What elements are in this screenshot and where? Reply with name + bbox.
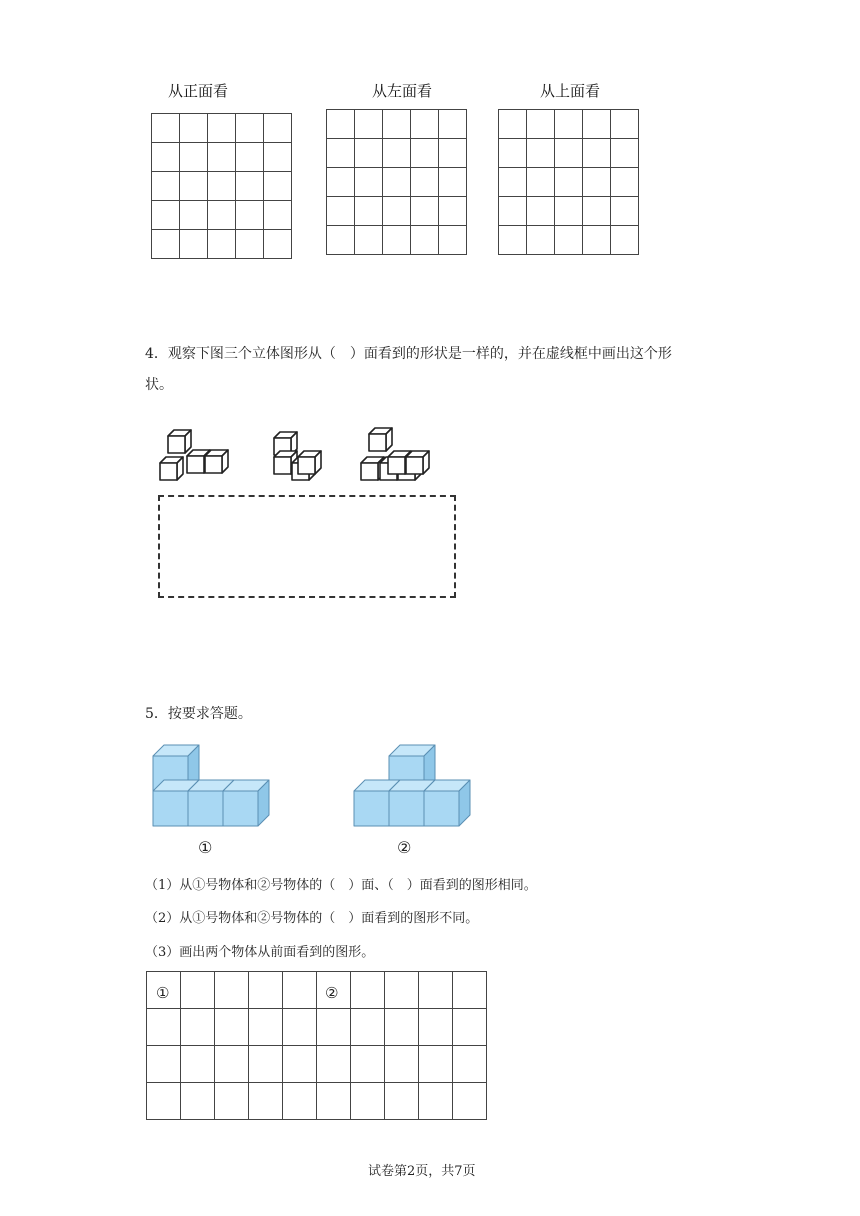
grid-cell[interactable]: [611, 139, 639, 168]
q5-answer-grid[interactable]: [146, 971, 487, 1120]
top-view-grid[interactable]: [498, 109, 639, 255]
grid-cell[interactable]: [236, 201, 264, 230]
grid-cell[interactable]: [181, 1046, 215, 1083]
grid-cell[interactable]: [439, 110, 467, 139]
grid-cell[interactable]: [208, 230, 236, 259]
grid-cell[interactable]: [383, 110, 411, 139]
grid-cell[interactable]: [439, 168, 467, 197]
figure-2-label: ②: [397, 838, 412, 857]
grid-cell[interactable]: [236, 114, 264, 143]
grid-cell[interactable]: [385, 1083, 419, 1120]
grid-cell[interactable]: [152, 230, 180, 259]
grid-cell[interactable]: [419, 1009, 453, 1046]
grid-cell[interactable]: [208, 172, 236, 201]
grid-cell[interactable]: [236, 230, 264, 259]
grid-cell[interactable]: [583, 110, 611, 139]
q4-text-line2: 状。: [145, 377, 173, 393]
grid-cell[interactable]: [439, 139, 467, 168]
grid-cell[interactable]: [411, 139, 439, 168]
grid-cell[interactable]: [264, 230, 292, 259]
grid-cell[interactable]: [411, 197, 439, 226]
grid-cell[interactable]: [355, 139, 383, 168]
grid-cell[interactable]: [453, 1009, 487, 1046]
grid-cell[interactable]: [180, 143, 208, 172]
grid-cell[interactable]: [355, 168, 383, 197]
grid-cell[interactable]: [583, 197, 611, 226]
grid-cell[interactable]: [283, 1083, 317, 1120]
grid-cell[interactable]: [383, 197, 411, 226]
grid-cell[interactable]: [527, 168, 555, 197]
grid-cell[interactable]: [208, 114, 236, 143]
grid-cell[interactable]: [327, 197, 355, 226]
grid-cell[interactable]: [327, 226, 355, 255]
q4-cube-figures: [150, 420, 450, 495]
grid-cell[interactable]: [439, 197, 467, 226]
grid-cell[interactable]: [327, 110, 355, 139]
q5-blue-cube-figures: [145, 740, 485, 835]
grid-cell[interactable]: [499, 139, 527, 168]
grid-cell[interactable]: [181, 1009, 215, 1046]
grid-cell[interactable]: [215, 1083, 249, 1120]
grid-cell[interactable]: [527, 197, 555, 226]
grid-cell[interactable]: [355, 197, 383, 226]
q5-sub3: （3）画出两个物体从前面看到的图形。: [145, 945, 375, 960]
grid-cell[interactable]: [583, 226, 611, 255]
grid-cell[interactable]: [215, 1009, 249, 1046]
grid-cell[interactable]: [385, 972, 419, 1009]
grid-cell[interactable]: [327, 168, 355, 197]
grid-cell[interactable]: [555, 110, 583, 139]
grid-cell[interactable]: [355, 226, 383, 255]
grid-cell[interactable]: [385, 1046, 419, 1083]
figure-1-label: ①: [198, 838, 213, 857]
grid-cell[interactable]: [419, 1046, 453, 1083]
grid-cell[interactable]: [249, 1009, 283, 1046]
grid-cell[interactable]: [583, 168, 611, 197]
grid-cell[interactable]: [283, 1046, 317, 1083]
grid-cell[interactable]: [264, 172, 292, 201]
grid-cell[interactable]: [611, 197, 639, 226]
grid-cell[interactable]: [385, 1009, 419, 1046]
grid-cell[interactable]: [499, 226, 527, 255]
grid-cell[interactable]: [249, 1046, 283, 1083]
grid-cell[interactable]: [611, 110, 639, 139]
grid-cell[interactable]: [555, 139, 583, 168]
blue-cube: [223, 780, 269, 826]
grid-cell[interactable]: [215, 1046, 249, 1083]
grid-cell[interactable]: [383, 226, 411, 255]
grid-cell[interactable]: [152, 172, 180, 201]
grid-cell[interactable]: [351, 1046, 385, 1083]
grid-label-2: ②: [325, 984, 339, 1002]
grid-cell[interactable]: [453, 972, 487, 1009]
grid-cell[interactable]: [351, 1083, 385, 1120]
grid-cell[interactable]: [180, 172, 208, 201]
view-label-left: 从左面看: [372, 82, 433, 100]
grid-cell[interactable]: [411, 226, 439, 255]
q4-drawing-box[interactable]: [158, 495, 456, 598]
view-label-front: 从正面看: [168, 82, 229, 100]
grid-cell[interactable]: [249, 972, 283, 1009]
grid-cell[interactable]: [283, 972, 317, 1009]
grid-cell[interactable]: [411, 168, 439, 197]
grid-cell[interactable]: [181, 1083, 215, 1120]
grid-cell[interactable]: [499, 168, 527, 197]
grid-cell[interactable]: [215, 972, 249, 1009]
grid-cell[interactable]: [555, 168, 583, 197]
grid-cell[interactable]: [208, 143, 236, 172]
grid-cell[interactable]: [208, 201, 236, 230]
grid-cell[interactable]: [236, 143, 264, 172]
grid-cell[interactable]: [264, 201, 292, 230]
q5-title: 5．按要求答题。: [145, 706, 252, 722]
cube: [406, 451, 429, 474]
grid-cell[interactable]: [180, 230, 208, 259]
view-label-top: 从上面看: [540, 82, 601, 100]
grid-cell[interactable]: [383, 168, 411, 197]
q5-sub1: （1）从①号物体和②号物体的（ ）面、（ ）面看到的图形相同。: [145, 878, 537, 893]
grid-cell[interactable]: [236, 172, 264, 201]
grid-cell[interactable]: [453, 1046, 487, 1083]
grid-cell[interactable]: [181, 972, 215, 1009]
grid-cell[interactable]: [499, 197, 527, 226]
q5-sub2: （2）从①号物体和②号物体的（ ）面看到的图形不同。: [145, 911, 479, 926]
grid-cell[interactable]: [317, 1046, 351, 1083]
grid-cell[interactable]: [147, 1083, 181, 1120]
grid-cell[interactable]: [351, 1009, 385, 1046]
grid-cell[interactable]: [439, 226, 467, 255]
grid-cell[interactable]: [180, 201, 208, 230]
grid-cell[interactable]: [317, 1083, 351, 1120]
grid-cell[interactable]: [555, 197, 583, 226]
grid-cell[interactable]: [152, 114, 180, 143]
grid-cell[interactable]: [383, 139, 411, 168]
grid-label-1: ①: [156, 984, 170, 1002]
cube: [298, 451, 321, 474]
cube: [205, 450, 228, 473]
grid-cell[interactable]: [527, 110, 555, 139]
grid-cell[interactable]: [555, 226, 583, 255]
blue-cube: [424, 780, 470, 826]
grid-cell[interactable]: [419, 1083, 453, 1120]
grid-cell[interactable]: [327, 139, 355, 168]
grid-cell[interactable]: [453, 1083, 487, 1120]
grid-cell[interactable]: [147, 1009, 181, 1046]
grid-cell[interactable]: [152, 143, 180, 172]
grid-cell[interactable]: [355, 110, 383, 139]
grid-cell[interactable]: [419, 972, 453, 1009]
q4-text-line1: 4．观察下图三个立体图形从（ ）面看到的形状是一样的，并在虚线框中画出这个形: [145, 346, 672, 362]
front-view-grid[interactable]: [151, 113, 292, 259]
grid-cell[interactable]: [317, 1009, 351, 1046]
grid-cell[interactable]: [611, 226, 639, 255]
grid-cell[interactable]: [147, 1046, 181, 1083]
page-footer: 试卷第2页，共7页: [368, 1164, 476, 1179]
cube: [160, 457, 183, 480]
grid-cell[interactable]: [527, 139, 555, 168]
grid-cell[interactable]: [527, 226, 555, 255]
grid-cell[interactable]: [264, 143, 292, 172]
grid-cell[interactable]: [583, 139, 611, 168]
grid-cell[interactable]: [283, 1009, 317, 1046]
grid-cell[interactable]: [351, 972, 385, 1009]
left-view-grid[interactable]: [326, 109, 467, 255]
cube: [168, 430, 191, 453]
grid-cell[interactable]: [411, 110, 439, 139]
grid-cell[interactable]: [264, 114, 292, 143]
grid-cell[interactable]: [611, 168, 639, 197]
grid-cell[interactable]: [499, 110, 527, 139]
grid-cell[interactable]: [152, 201, 180, 230]
grid-cell[interactable]: [180, 114, 208, 143]
cube: [369, 428, 392, 451]
grid-cell[interactable]: [249, 1083, 283, 1120]
